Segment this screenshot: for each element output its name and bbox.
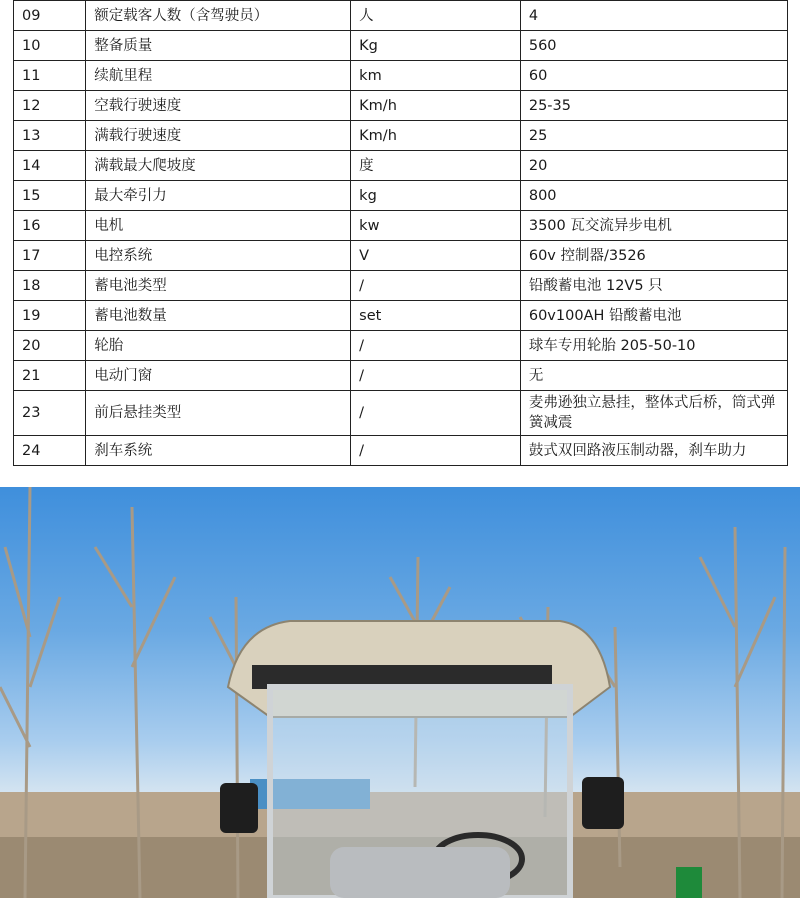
- spec-unit-cell: kw: [351, 211, 521, 241]
- spec-no-cell: 19: [14, 301, 86, 331]
- spec-value-cell: 无: [520, 361, 787, 391]
- spec-value-cell: 鼓式双回路液压制动器，刹车助力: [520, 436, 787, 466]
- golf-cart-illustration: [0, 487, 800, 898]
- spec-row: [14, 31, 788, 61]
- spec-unit-cell: Kg: [351, 31, 521, 61]
- spec-unit-cell: V: [351, 241, 521, 271]
- spec-no-cell: 23: [14, 391, 86, 436]
- spec-unit-cell: 度: [351, 151, 521, 181]
- spec-unit-cell: /: [351, 271, 521, 301]
- spec-row: [14, 1, 788, 31]
- spec-no-cell: 09: [14, 1, 86, 31]
- spec-table: [13, 0, 788, 466]
- spec-no-cell: 10: [14, 31, 86, 61]
- spec-row: [14, 391, 788, 436]
- spec-row: [14, 241, 788, 271]
- spec-table-body: [14, 1, 788, 466]
- spec-item-cell: 满载行驶速度: [86, 121, 351, 151]
- spec-unit-cell: km: [351, 61, 521, 91]
- spec-value-cell: 60v 控制器/3526: [520, 241, 787, 271]
- spec-item-cell: 刹车系统: [86, 436, 351, 466]
- spec-unit-cell: kg: [351, 181, 521, 211]
- spec-row: [14, 151, 788, 181]
- spec-item-cell: 空载行驶速度: [86, 91, 351, 121]
- spec-value-cell: 3500 瓦交流异步电机: [520, 211, 787, 241]
- spec-row: [14, 301, 788, 331]
- spec-item-cell: 最大牵引力: [86, 181, 351, 211]
- spec-value-cell: 25: [520, 121, 787, 151]
- spec-item-cell: 续航里程: [86, 61, 351, 91]
- spec-row: [14, 331, 788, 361]
- spec-unit-cell: 人: [351, 1, 521, 31]
- spec-row: [14, 181, 788, 211]
- spec-unit-cell: Km/h: [351, 91, 521, 121]
- spec-value-cell: 60v100AH 铅酸蓄电池: [520, 301, 787, 331]
- spec-unit-cell: /: [351, 436, 521, 466]
- spec-no-cell: 24: [14, 436, 86, 466]
- spec-no-cell: 21: [14, 361, 86, 391]
- spec-no-cell: 14: [14, 151, 86, 181]
- spec-row: [14, 61, 788, 91]
- spec-item-cell: 轮胎: [86, 331, 351, 361]
- spec-no-cell: 12: [14, 91, 86, 121]
- spec-no-cell: 13: [14, 121, 86, 151]
- spec-no-cell: 20: [14, 331, 86, 361]
- spec-row: [14, 211, 788, 241]
- spec-value-cell: 60: [520, 61, 787, 91]
- vehicle-photo: [0, 487, 800, 898]
- spec-item-cell: 前后悬挂类型: [86, 391, 351, 436]
- spec-no-cell: 18: [14, 271, 86, 301]
- spec-no-cell: 15: [14, 181, 86, 211]
- spec-row: [14, 271, 788, 301]
- spec-value-cell: 铅酸蓄电池 12V5 只: [520, 271, 787, 301]
- spec-item-cell: 整备质量: [86, 31, 351, 61]
- right-mirror: [582, 777, 624, 829]
- spec-item-cell: 额定载客人数（含驾驶员）: [86, 1, 351, 31]
- spec-unit-cell: set: [351, 301, 521, 331]
- spec-row: [14, 91, 788, 121]
- spec-no-cell: 17: [14, 241, 86, 271]
- spec-row: [14, 436, 788, 466]
- spec-item-cell: 电动门窗: [86, 361, 351, 391]
- left-mirror: [220, 783, 258, 833]
- spec-value-cell: 25-35: [520, 91, 787, 121]
- spec-value-cell: 麦弗逊独立悬挂，整体式后桥，筒式弹簧减震: [520, 391, 787, 436]
- spec-item-cell: 满载最大爬坡度: [86, 151, 351, 181]
- spec-unit-cell: /: [351, 361, 521, 391]
- seat: [330, 847, 510, 898]
- spec-no-cell: 11: [14, 61, 86, 91]
- spec-value-cell: 20: [520, 151, 787, 181]
- spec-row: [14, 361, 788, 391]
- spec-unit-cell: /: [351, 331, 521, 361]
- spec-value-cell: 4: [520, 1, 787, 31]
- spec-unit-cell: /: [351, 391, 521, 436]
- spec-item-cell: 蓄电池数量: [86, 301, 351, 331]
- spec-unit-cell: Km/h: [351, 121, 521, 151]
- spec-row: [14, 121, 788, 151]
- trash-bin: [676, 867, 702, 898]
- spec-value-cell: 800: [520, 181, 787, 211]
- spec-item-cell: 蓄电池类型: [86, 271, 351, 301]
- spec-value-cell: 560: [520, 31, 787, 61]
- spec-item-cell: 电控系统: [86, 241, 351, 271]
- spec-value-cell: 球车专用轮胎 205-50-10: [520, 331, 787, 361]
- spec-no-cell: 16: [14, 211, 86, 241]
- spec-item-cell: 电机: [86, 211, 351, 241]
